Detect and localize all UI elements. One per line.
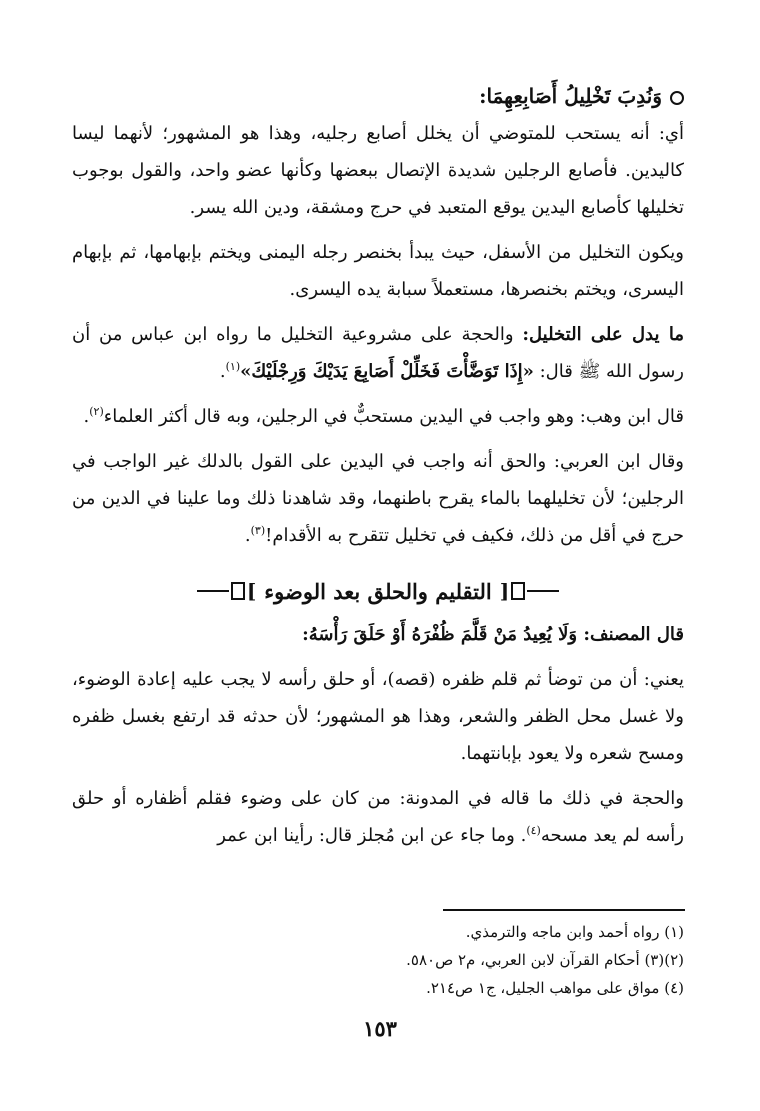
- section-heading: وَنُدِبَ تَخْلِيلُ أَصَابِعِهِمَا:: [72, 78, 684, 115]
- paragraph: ويكون التخليل من الأسفل، حيث يبدأ بخنصر رجله اليمنى ويختم بإبهامها، ثم بإبهام اليسرى، ويختم بخنصرها، مستعملاً سبابة يده اليسرى.: [72, 242, 684, 300]
- matn-quote: وَلَا يُعِيدُ مَنْ قَلَّمَ ظُفْرَهُ أَوْ حَلَقَ رَأْسَهُ:: [302, 624, 584, 645]
- footnote-item: (٤) مواق على مواهب الجليل، ج١ ص٢١٤.: [426, 979, 684, 997]
- bold-label: ما يدل على التخليل:: [522, 324, 684, 345]
- footnote-item: (٢)(٣) أحكام القرآن لابن العربي، م٢ ص٥٨٠.: [406, 951, 684, 969]
- page-body: [72, 78, 684, 862]
- paragraph: قال ابن وهب: وهو واجب في اليدين مستحبٌّ في الرجلين، وبه قال أكثر العلماء$^{(٢)}$.: [83, 405, 684, 427]
- ornament-left-icon: ]: [197, 573, 256, 610]
- bold-label: قال المصنف:: [583, 624, 684, 645]
- footnote-item: (١) رواه أحمد وابن ماجه والترمذي.: [465, 923, 684, 941]
- author-statement: [72, 616, 684, 653]
- hadith-quote: «إِذَا تَوَضَّأْتَ فَخَلِّلْ أَصَابِعَ يَدَيْكَ وَرِجْلَيْكَ»: [240, 361, 534, 382]
- footnote-ref[interactable]: (٤): [526, 824, 541, 837]
- footnotes: [72, 918, 684, 1002]
- footnote-ref[interactable]: (٢): [89, 405, 104, 418]
- footnote-ref[interactable]: (١): [225, 360, 241, 373]
- page-number: ١٥٣: [363, 1016, 397, 1041]
- footnote-divider: [443, 909, 685, 911]
- ornament-right-icon: [: [500, 573, 559, 610]
- bullet-circle-icon: [670, 91, 684, 105]
- footnote-ref[interactable]: (٣): [250, 524, 266, 537]
- paragraph: والحجة في ذلك ما قاله في المدونة: من كان على وضوء فقلم أظفاره أو حلق رأسه لم يعد مسحه$^{(٤)}$. وما جاء عن ابن مُجلز قال: رأينا ابن عمر: [72, 788, 684, 846]
- section-title: [ التقليم والحلق بعد الوضوء ]: [72, 570, 684, 612]
- paragraph: أي: أنه يستحب للمتوضي أن يخلل أصابع رجليه، وهذا هو المشهور؛ لأنهما ليسا كاليدين. فأصابع الرجلين شديدة الإتصال ببعضها وكأنها عضو واحد، والقول بوجوب تخليلها كأصابع اليدين يوقع المتعبد في حرج ومشقة، ودين الله يسر.: [72, 123, 684, 218]
- paragraph: يعني: أن من توضأ ثم قلم ظفره (قصه)، أو حلق رأسه لا يجب عليه إعادة الوضوء، ولا غسل محل الظفر والشعر، وهذا هو المشهور؛ لأن حدثه قد ارتفع بغسل ظفره ومسح شعره ولا يعود بإبانتهما.: [72, 669, 684, 764]
- paragraph: ما يدل على التخليل: والحجة على مشروعية التخليل ما رواه ابن عباس من أن رسول الله ﷺ قال: «إِذَا تَوَضَّأْتَ فَخَلِّلْ أَصَابِعَ يَدَيْكَ وَرِجْلَيْكَ»$^{(١)}$.: [72, 324, 684, 382]
- paragraph: وقال ابن العربي: والحق أنه واجب في اليدين على القول بالدلك غير الواجب في الرجلين؛ لأن تخليلهما بالماء يقرح باطنهما، وقد شاهدنا ذلك وما علينا في الدين من حرج في أقل من ذلك، فكيف في تخليل تتقرح به الأقدام!$^{(٣)}$.: [72, 451, 684, 546]
